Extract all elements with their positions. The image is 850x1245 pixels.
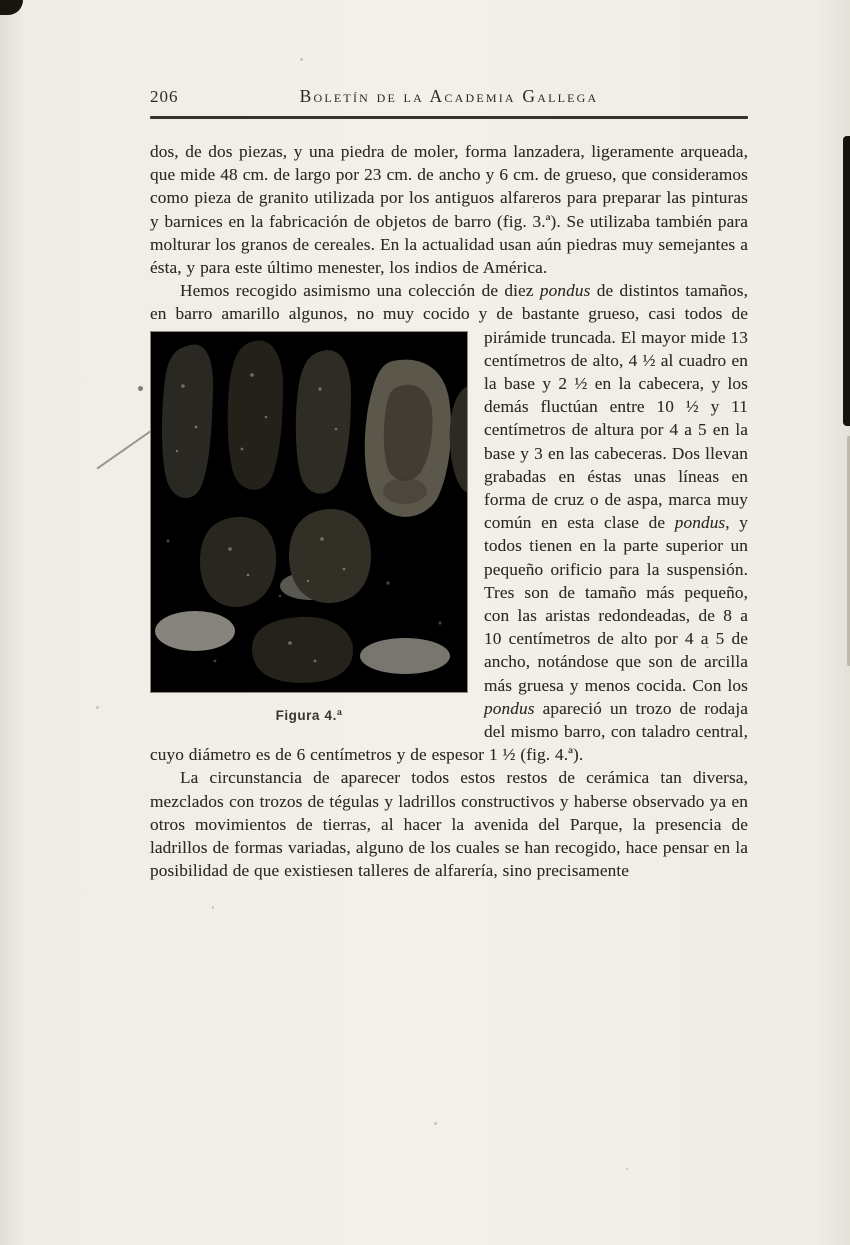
paragraph-pondus <box>150 279 748 766</box>
scan-speck <box>434 1122 437 1125</box>
scan-corner-mark <box>0 0 23 15</box>
margin-dot <box>138 386 143 391</box>
paragraph-pondus-lead: Hemos recogido asimismo una colección de diez pondus de distintos tamaños, en barro amarillo algunos, no muy cocido y de bastante grueso, casi todos de pirámide truncada. El mayor mide <box>150 281 748 347</box>
body-text <box>150 140 748 883</box>
scan-speck <box>96 706 99 709</box>
header-rule <box>150 116 748 119</box>
figure-image <box>150 331 468 693</box>
figure <box>150 331 468 727</box>
scan-speck <box>300 58 303 61</box>
page-number: 206 <box>150 87 179 106</box>
paragraph-conclusion: La circunstancia de aparecer todos estos restos de cerámica tan diversa, mezclados con trozos de tégulas y ladrillos constructivos y haberse observado ya en otros movimientos de tierras, al hacer la avenida del Parque, la presencia de ladrillos de formas variadas, alguno de los cuales se han recogido, hace pensar en la posibilidad de que existiesen talleres de alfarería, sino precisamente <box>150 768 748 881</box>
journal-title: Boletín de la Academia Gallega <box>299 86 599 106</box>
paragraph-pondus-rest: 13 centímetros de alto, 4 ½ al cuadro en la base y 2 ½ en la cabecera, y los demás fluctúan entre 10 ½ y 11 centímetros de altura por 4 a 5 en la base y 3 en las cabeceras. Dos llevan grabadas en éstas unas líneas en forma de cruz o de aspa, marca muy común en esta clase de pondus, y todos tienen en la parte superior un pequeño orificio para la suspensión. Tres son de tamaño más pequeño, con las aristas redondeadas, de 8 a 10 centímetros de alto por 4 a 5 de ancho, notándose que son de arcilla más gruesa y menos cocida. Con los pondus apareció un trozo de rodaja del mismo barro, con taladro central, cuyo diámetro es de 6 centímetros y de espesor 1 ½ (fig. 4.ª). <box>150 327 748 765</box>
page-content <box>150 86 748 883</box>
running-header <box>150 86 748 107</box>
paragraph-continuation: dos, de dos piezas, y una piedra de moler, forma lanzadera, ligeramente arqueada, que mide 48 cm. de largo por 23 cm. de ancho y 6 cm. de grueso, que consideramos como pieza de granito utilizada por los antiguos alfareros para preparar las pinturas y barnices en la fabricación de objetos de barro (fig. 3.ª). Se utilizaba también para molturar los granos de cereales. En la actualidad usan aún piedras muy semejantes a ésta, y para este último menester, los indios de América. <box>150 142 748 278</box>
scan-speck <box>212 906 214 909</box>
scan-edge-bar <box>843 136 850 426</box>
figure-caption: Figura 4.ª <box>275 707 343 723</box>
scan-speck <box>626 1168 628 1170</box>
